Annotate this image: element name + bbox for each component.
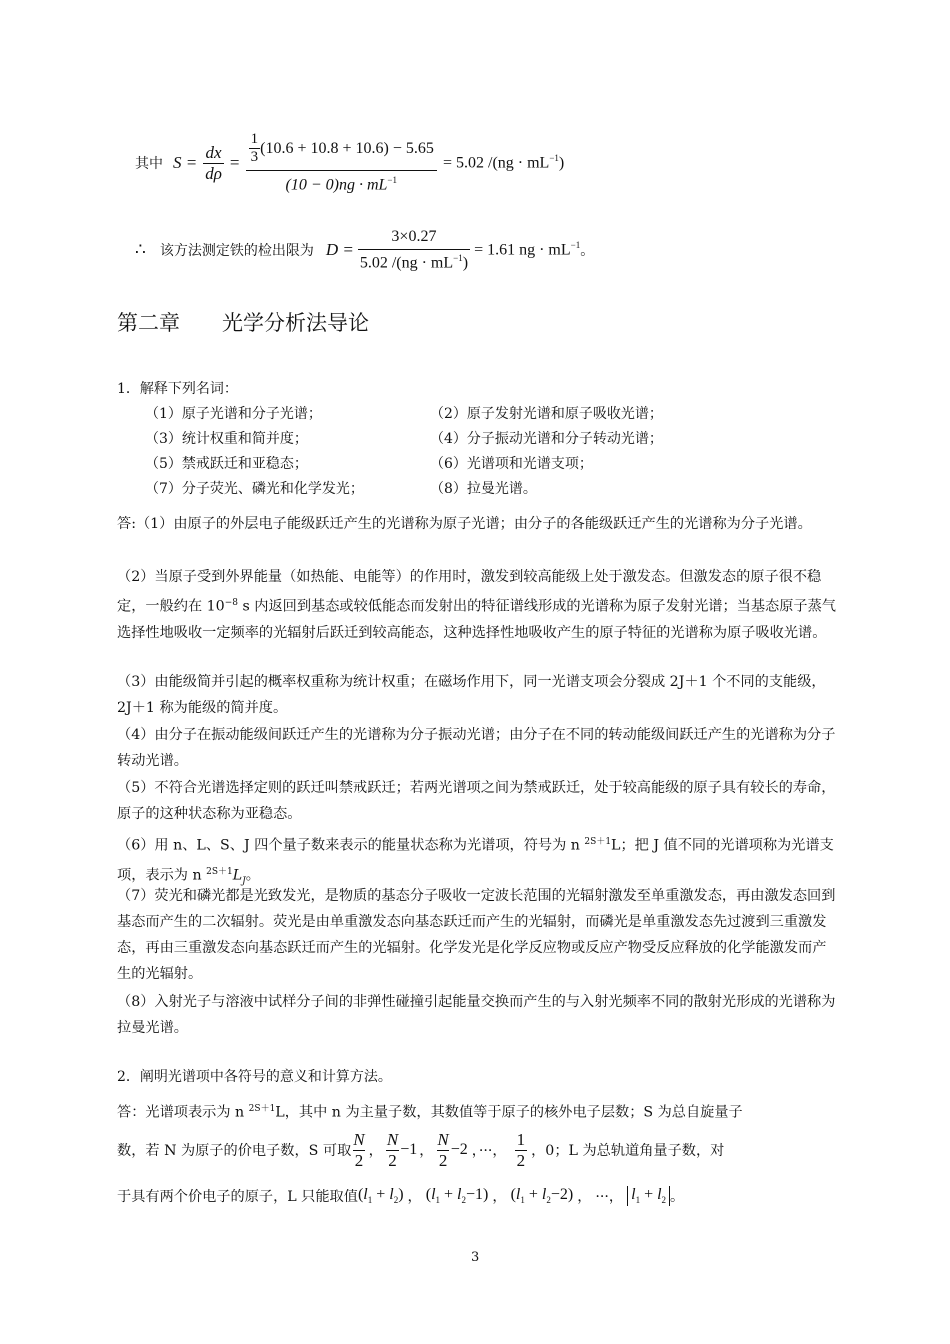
answer-6-sup2: 2S＋1 [206, 866, 233, 877]
one-third-num: 1 [250, 131, 259, 148]
abs-l2: l [657, 1186, 662, 1204]
q1-item-5: （5）禁戒跃迁和亚稳态； [145, 456, 308, 472]
derivative-fraction [203, 143, 224, 184]
answer-6-pre: （6）用 n、L、S、J 四个量子数来表示的能量状态称为光谱项，符号为 n [117, 837, 585, 854]
opt2-sub2: 2 [461, 1195, 466, 1206]
opt3-close: −2) [550, 1186, 574, 1204]
q2-line2-b: ，0；L 为总轨道角量子数，对 [531, 1143, 725, 1159]
option-2: $(l_1 + l_2-1)$ [425, 1186, 489, 1206]
opt2-l2: l [457, 1186, 462, 1204]
formula-1-lhs: S = [173, 153, 198, 172]
frac-1-num: 1 [516, 1129, 526, 1149]
q1-item-3: （3）统计权重和简并度； [145, 431, 308, 447]
answer-1 [117, 511, 839, 537]
one-third [249, 131, 261, 166]
abs-sub2: 2 [661, 1195, 667, 1206]
abs-plus: + [644, 1186, 654, 1204]
answer-2-pre: （2）当原子受到外界能量（如热能、电能等）的作用时，激发到较高能级上处于激发态。但激发态的原子很不稳定，一般约在 10 [117, 569, 822, 615]
answer-4-text: （4）由分子在振动能级间跃迁产生的光谱称为分子振动光谱；由分子在不同的转动能级间跃迁产生的光谱称为分子转动光谱。 [117, 727, 836, 769]
chapter-title: 第二章 光学分析法导论 [117, 311, 369, 335]
main-denominator: (10 − 0)ng · mL [285, 176, 388, 194]
frac-1-den: 2 [516, 1150, 526, 1170]
frac-n-b-den: 2 [388, 1150, 397, 1170]
answer-6-L: L [232, 867, 243, 884]
answer-2 [117, 564, 839, 646]
frac-n-b-num: N [386, 1129, 399, 1149]
opt1-plus: + [376, 1186, 386, 1204]
option-abs [627, 1186, 670, 1205]
frac-1-over-2 [515, 1130, 528, 1171]
q2-minus-2: −2 [450, 1141, 468, 1158]
option-1: $(l_1 + l_2)$ [357, 1186, 404, 1206]
numerator-rest: (10.6 + 10.8 + 10.6) − 5.65 [260, 139, 434, 157]
answer-4 [117, 722, 839, 774]
opt2-l1: l [431, 1186, 436, 1204]
opt2-plus: + [444, 1186, 454, 1204]
opt3-l1: l [515, 1186, 521, 1204]
q2-end: 。 [670, 1189, 685, 1205]
q1-item-7: （7）分子荧光、磷光和化学发光； [145, 481, 364, 497]
answer-7 [117, 883, 839, 987]
denominator-exponent: −1 [387, 175, 397, 186]
q2-line2-a: 数，若 N 为原子的价电子数，S 可取 [117, 1143, 352, 1159]
dl-den-exp: −1 [453, 252, 463, 263]
answer-1-text: 答:（1）由原子的外层电子能级跃迁产生的光谱称为原子光谱；由分子的各能级跃迁产生的光谱称为分子光谱。 [117, 516, 812, 532]
q2-line3-a: 于具有两个价电子的原子，L 只能取值 [117, 1189, 358, 1205]
formula-2-tail: 。 [580, 243, 595, 259]
opt1-sub2: 2 [393, 1195, 399, 1206]
answer-6-sub: J [242, 876, 246, 887]
q2-ellipsis-2: ···， [595, 1189, 624, 1205]
answer-6-sup: 2S＋1 [584, 837, 612, 847]
page-number: 3 [471, 1250, 480, 1265]
answer-6-end: 。 [245, 867, 260, 884]
option-3: $(l_1 + l_2-2)$ [510, 1186, 574, 1206]
frac-n-a-den: 2 [354, 1150, 364, 1170]
opt1-close: ) [398, 1186, 404, 1204]
answer-8-text: （8）入射光子与溶液中试样分子间的非弹性碰撞引起能量交换而产生的与入射光频率不同的散射光形成的光谱称为拉曼光谱。 [117, 994, 836, 1036]
q2-minus-1: −1 [400, 1141, 418, 1158]
frac-n-over-2-c [435, 1130, 450, 1171]
q2-sep-2: ， [492, 1189, 507, 1205]
dl-num: 3×0.27 [391, 227, 437, 245]
q2-answer-line-3 [117, 1186, 684, 1206]
question-1-title: 1．解释下列名词： [117, 381, 238, 397]
dl-den-close: ) [462, 254, 469, 272]
frac-n-c-num: N [437, 1129, 449, 1149]
opt3-sub1: 1 [520, 1195, 525, 1206]
formula-1-result-close: ) [558, 154, 565, 172]
q2-ans-sup: 2S＋1 [248, 1104, 276, 1114]
formula-1-result-exp: −1 [549, 153, 559, 164]
formula-1: 其中 S = $\frac{dx}{d\rho}$ = $\frac{1}{3}$ (10.6 + 10.8 + 10.6) − 5.65 $(10 - 0)ng \cdot mL^{-1}$ = 5.02 $/(ng \cdot mL^{-1})$ [135, 131, 565, 194]
detection-limit-fraction [358, 228, 470, 272]
q1-item-2: （2）原子发射光谱和原子吸收光谱； [430, 406, 663, 422]
q2-sep-1: ， [407, 1189, 422, 1205]
q2-comma-2: ， [419, 1143, 434, 1159]
q2-ans-mid: L，其中 n 为主量子数，其数值等于原子的核外电子层数；S 为总自旋量子 [275, 1104, 743, 1121]
q2-comma-1: ， [368, 1143, 383, 1159]
q1-item-4: （4）分子振动光谱和分子转动光谱； [430, 431, 663, 447]
answer-6-mid: L；把 J 值不同的光谱项称为光谱支项，表示为 n [117, 837, 834, 884]
formula-2 [135, 222, 594, 278]
formula-2-lhs: D = [325, 240, 354, 259]
opt2-close: −1) [466, 1186, 489, 1204]
q2-answer-line-2 [117, 1124, 724, 1176]
opt3-plus: + [528, 1186, 538, 1204]
one-third-den: 3 [250, 149, 259, 166]
answer-5 [117, 775, 839, 827]
opt3-sub2: 2 [546, 1195, 551, 1206]
abs-l1: l [631, 1186, 636, 1204]
opt3-l2: l [541, 1186, 547, 1204]
dl-den: 5.02 /(ng · mL [359, 254, 454, 272]
question-2-title: 2．阐明光谱项中各符号的意义和计算方法。 [117, 1069, 392, 1085]
derivative-den: dρ [205, 163, 222, 183]
main-fraction [246, 131, 437, 194]
q2-sep-3: ， [577, 1189, 592, 1205]
q1-item-6: （6）光谱项和光谱支项； [430, 456, 593, 472]
opt1-l2: l [389, 1186, 394, 1204]
opt1-sub1: 1 [367, 1195, 373, 1206]
formula-2-lead: 该方法测定铁的检出限为 [159, 243, 314, 259]
answer-7-text: （7）荧光和磷光都是光致发光，是物质的基态分子吸收一定波长范围的光辐射激发至单重激发态，再由激发态回到基态而产生的二次辐射。荧光是由单重激发态向基态跃迁而产生的光辐射，而磷光是单重激发态先过渡到三重激发态，再由三重激发态向基态跃迁而产生的光辐射。化学发光是化学反应物或反应产物受反应释放的化学能激发而产生的光辐射。 [117, 888, 836, 982]
therefore-symbol: ∴ [135, 240, 146, 260]
derivative-num: dx [205, 142, 222, 162]
opt2-sub1: 1 [435, 1195, 441, 1206]
q2-ellipsis: ，···， [471, 1143, 507, 1159]
formula-2-result: = 1.61 ng · mL [474, 241, 571, 259]
answer-3 [117, 669, 839, 721]
formula-2-result-exp: −1 [570, 240, 581, 251]
answer-3-text: （3）由能级简并引起的概率权重称为统计权重；在磁场作用下，同一光谱支项会分裂成 2J＋1 个不同的支能级，2J＋1 称为能级的简并度。 [117, 674, 826, 716]
answer-8 [117, 989, 839, 1041]
abs-sub1: 1 [635, 1195, 641, 1206]
frac-n-c-den: 2 [438, 1150, 448, 1170]
formula-1-lead: 其中 [135, 156, 163, 172]
answer-5-text: （5）不符合光谱选择定则的跃迁叫禁戒跃迁；若两光谱项之间为禁戒跃迁，处于较高能级的原子具有较长的寿命，原子的这种状态称为亚稳态。 [117, 780, 836, 822]
formula-1-result: = 5.02 /(ng · mL [442, 154, 550, 172]
frac-n-over-2-a [351, 1130, 366, 1171]
frac-n-a-num: N [353, 1129, 365, 1149]
q2-ans-pre: 答：光谱项表示为 n [117, 1104, 249, 1121]
answer-2-exp: −8 [224, 598, 238, 608]
answer-2-post: s 内返回到基态或较低能态而发射出的特征谱线形成的光谱称为原子发射光谱；当基态原子蒸气选择性地吸收一定频率的光辐射后跃迁到较高能态，这种选择性地吸收产生的原子特征的光谱称为原子吸收光谱。 [117, 598, 836, 641]
q1-item-1: （1）原子光谱和分子光谱； [145, 406, 322, 422]
q1-item-8: （8）拉曼光谱。 [430, 481, 537, 497]
opt1-l1: l [363, 1186, 368, 1204]
q2-answer-line-1 [117, 1101, 743, 1122]
frac-n-over-2-b [385, 1130, 400, 1171]
